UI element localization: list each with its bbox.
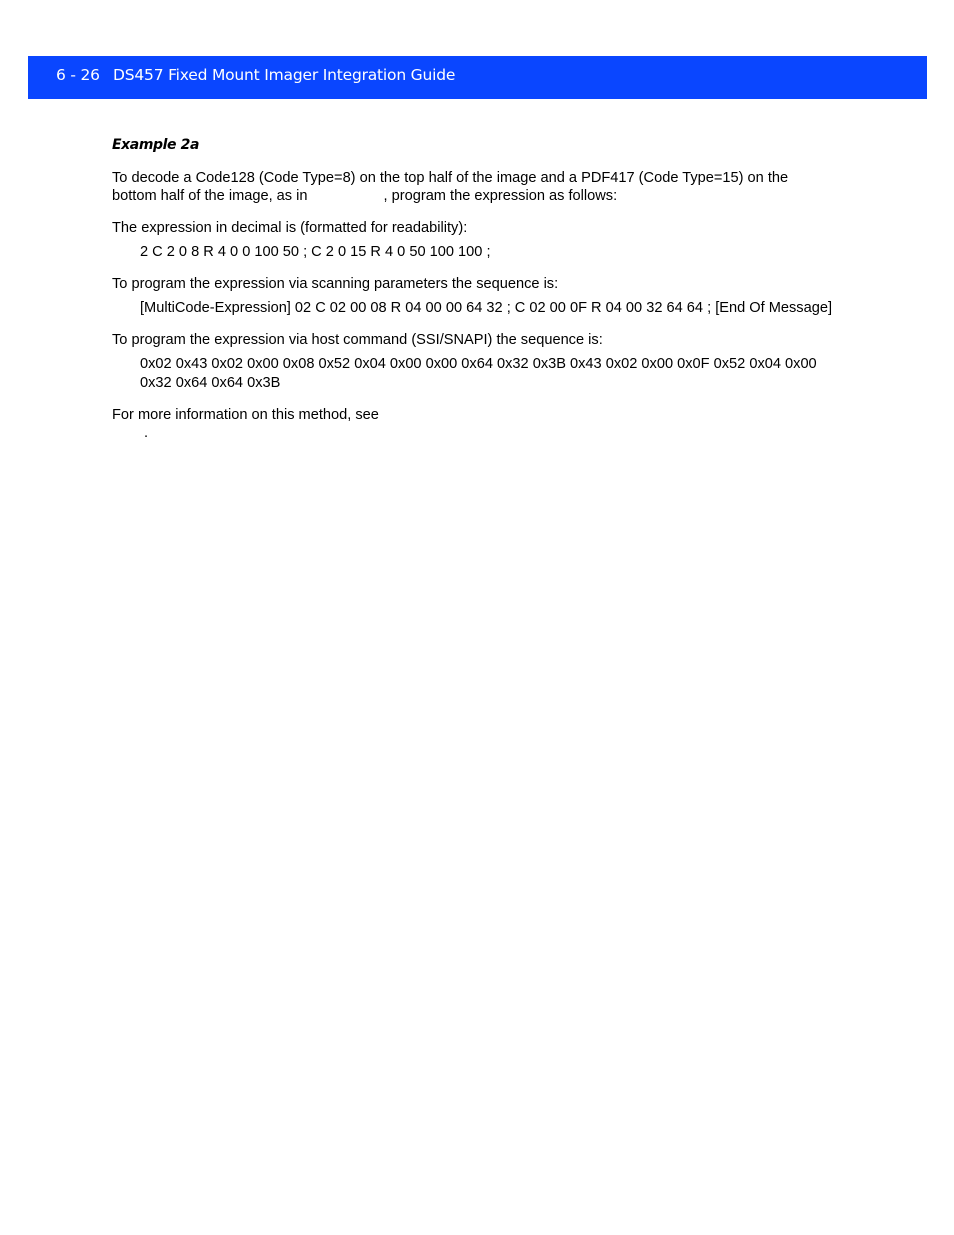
decimal-expression: 2 C 2 0 8 R 4 0 0 100 50 ; C 2 0 15 R 4 0 50 100 100 ; <box>140 244 491 260</box>
intro-line-2-start: bottom half of the image, as in <box>112 188 308 204</box>
scanning-label: To program the expression via scanning parameters the sequence is: <box>112 276 559 292</box>
more-info-period: . <box>144 425 149 441</box>
host-sequence-line-2: 0x32 0x64 0x64 0x3B <box>140 375 281 391</box>
intro-paragraph <box>112 169 872 205</box>
page-header <box>28 56 927 99</box>
intro-line-1: To decode a Code128 (Code Type=8) on the top half of the image and a PDF417 (Code Type=15) on the <box>112 170 789 186</box>
scanning-sequence: [MultiCode-Expression] 02 C 02 00 08 R 04 00 00 64 32 ; C 02 00 0F R 04 00 32 64 64 ; [End Of Message] <box>140 300 832 316</box>
host-sequence <box>140 355 880 393</box>
example-heading: Example 2a <box>112 137 200 153</box>
more-info-reference-link[interactable] <box>112 424 872 442</box>
host-label: To program the expression via host command (SSI/SNAPI) the sequence is: <box>112 332 603 348</box>
more-info-paragraph <box>112 406 872 442</box>
decimal-label: The expression in decimal is (formatted for readability): <box>112 220 468 236</box>
document-title: DS457 Fixed Mount Imager Integration Guide <box>113 66 456 84</box>
host-sequence-line-1: 0x02 0x43 0x02 0x00 0x08 0x52 0x04 0x00 0x00 0x64 0x32 0x3B 0x43 0x02 0x00 0x0F 0x52 0x04 0x00 <box>140 356 817 372</box>
page-number: 6 - 26 <box>56 66 100 84</box>
more-info-text: For more information on this method, see <box>112 407 379 423</box>
intro-line-2-end: , program the expression as follows: <box>383 188 618 204</box>
intro-line-2 <box>112 187 872 205</box>
